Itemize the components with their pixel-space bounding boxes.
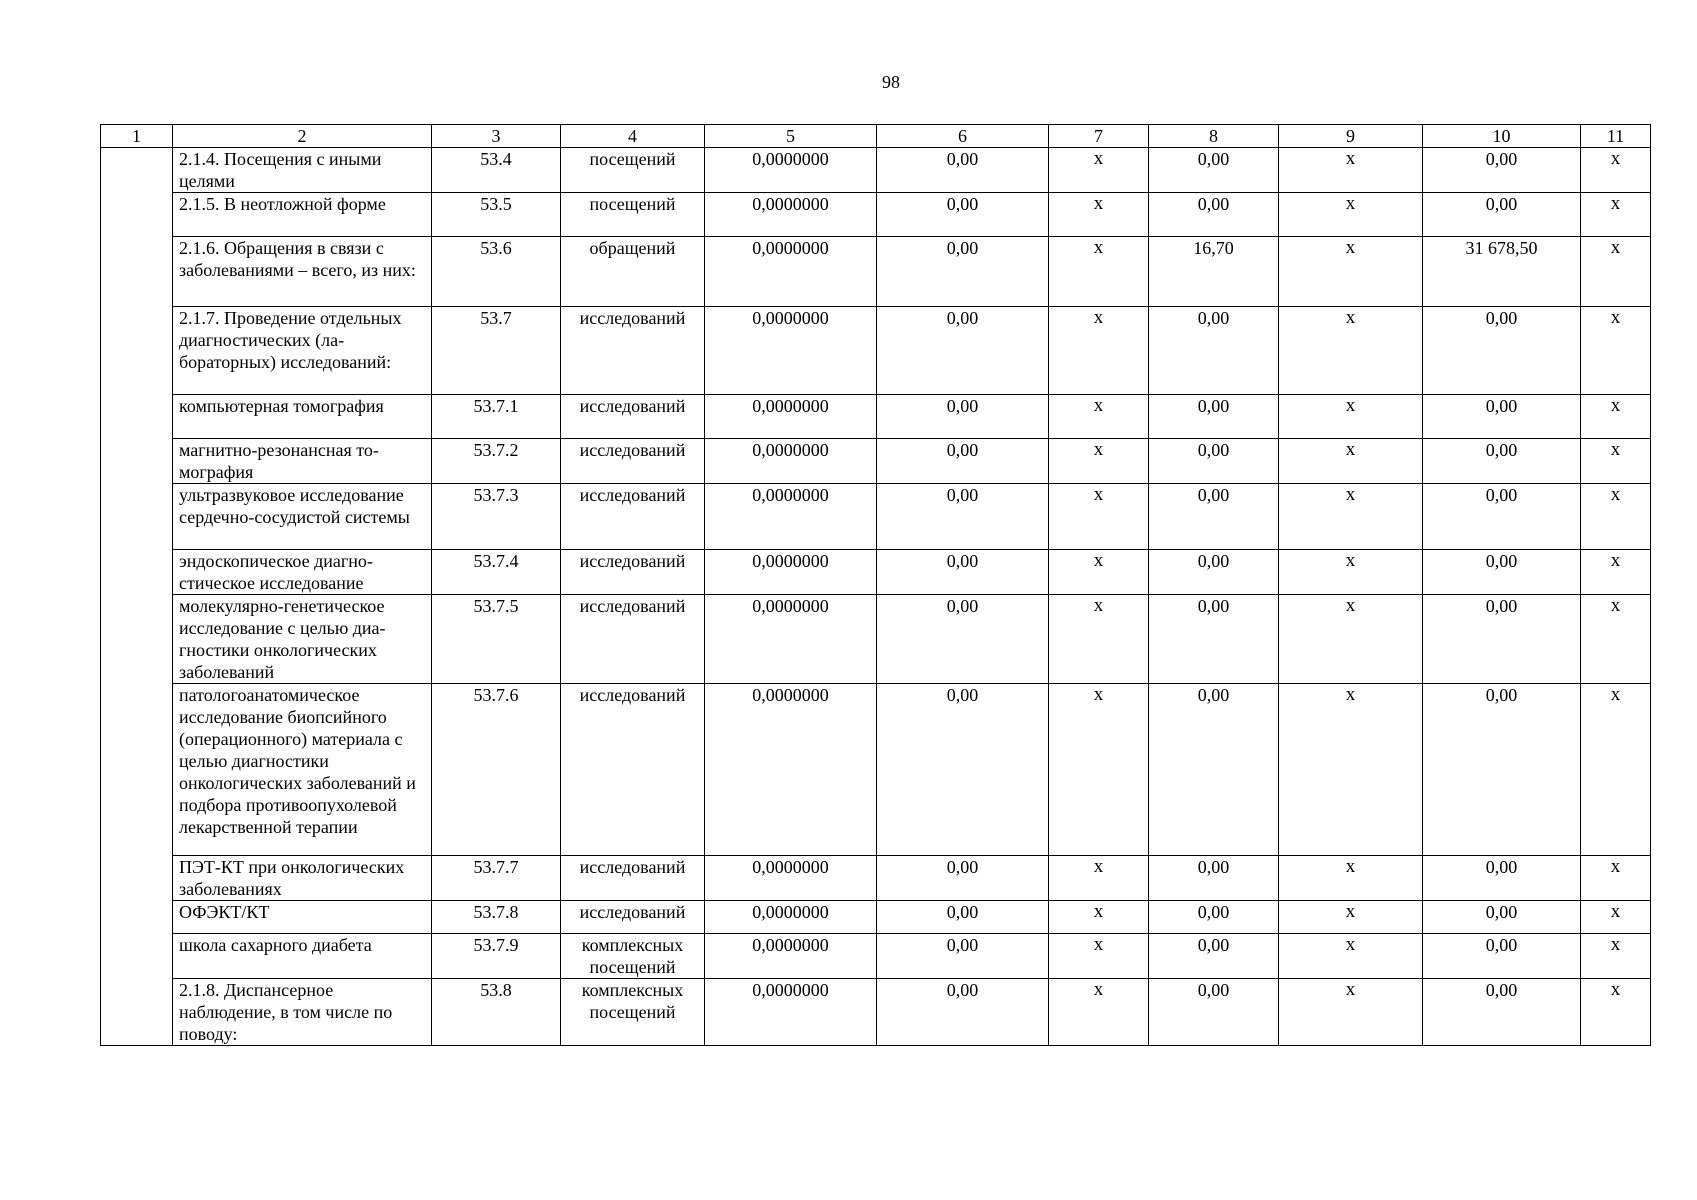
value-cell: 0,0000000 [705, 484, 877, 550]
page-number: 98 [882, 72, 900, 92]
value-cell: 0,00 [877, 934, 1049, 979]
row-name-cell: 2.1.5. В неотложной форме [173, 193, 432, 237]
value-cell: 0,00 [877, 550, 1049, 595]
value-cell: 0,00 [1149, 684, 1279, 856]
row-code-cell: 53.8 [432, 979, 561, 1046]
value-cell: 0,00 [1149, 856, 1279, 901]
x-mark-cell: х [1581, 307, 1651, 395]
x-mark-cell: х [1279, 856, 1423, 901]
x-mark-cell: х [1581, 395, 1651, 439]
table-row [101, 439, 1651, 484]
value-cell: 0,00 [877, 856, 1049, 901]
x-mark-cell: х [1581, 595, 1651, 684]
data-table [100, 124, 1651, 1046]
row-name-cell: 2.1.7. Проведение отдельных диагностических (лабораторных) исследований: [173, 307, 432, 395]
x-mark-cell: х [1279, 395, 1423, 439]
value-cell: 0,00 [1149, 439, 1279, 484]
column-header: 3 [432, 125, 561, 148]
x-mark-cell: х [1279, 901, 1423, 934]
value-cell: 0,00 [1423, 979, 1581, 1046]
value-cell: 0,00 [1149, 193, 1279, 237]
row-unit-cell: исследований [561, 856, 705, 901]
x-mark-cell: х [1049, 484, 1149, 550]
x-mark-cell: х [1279, 934, 1423, 979]
value-cell: 0,0000000 [705, 148, 877, 193]
row-code-cell: 53.7.4 [432, 550, 561, 595]
x-mark-cell: х [1279, 595, 1423, 684]
row-name-cell: 2.1.8. Диспансерное наблюдение, в том числе по поводу: [173, 979, 432, 1046]
x-mark-cell: х [1279, 684, 1423, 856]
x-mark-cell: х [1581, 439, 1651, 484]
row-unit-cell: исследований [561, 595, 705, 684]
value-cell: 0,00 [1423, 148, 1581, 193]
row-code-cell: 53.7.6 [432, 684, 561, 856]
value-cell: 0,0000000 [705, 595, 877, 684]
column-header: 5 [705, 125, 877, 148]
value-cell: 0,00 [877, 901, 1049, 934]
value-cell: 31 678,50 [1423, 237, 1581, 307]
value-cell: 0,00 [1423, 395, 1581, 439]
table-row [101, 684, 1651, 856]
x-mark-cell: х [1049, 439, 1149, 484]
x-mark-cell: х [1049, 193, 1149, 237]
row-name-cell: 2.1.4. Посещения с иными целями [173, 148, 432, 193]
x-mark-cell: х [1279, 484, 1423, 550]
value-cell: 0,0000000 [705, 934, 877, 979]
x-mark-cell: х [1279, 237, 1423, 307]
value-cell: 0,00 [1149, 979, 1279, 1046]
row-name-cell: эндоскопическое диагностическое исследование [173, 550, 432, 595]
row-unit-cell: исследований [561, 684, 705, 856]
table-row [101, 484, 1651, 550]
value-cell: 0,0000000 [705, 684, 877, 856]
column-header: 1 [101, 125, 173, 148]
row-unit-cell: комплексных посещений [561, 979, 705, 1046]
row-unit-cell: посещений [561, 193, 705, 237]
row-unit-cell: исследований [561, 395, 705, 439]
row-name-cell: ультразвуковое исследование сердечно-сосудистой системы [173, 484, 432, 550]
x-mark-cell: х [1581, 148, 1651, 193]
row-unit-cell: комплексных посещений [561, 934, 705, 979]
column-header: 8 [1149, 125, 1279, 148]
x-mark-cell: х [1581, 193, 1651, 237]
value-cell: 0,00 [1423, 856, 1581, 901]
value-cell: 0,0000000 [705, 856, 877, 901]
value-cell: 0,00 [1423, 193, 1581, 237]
x-mark-cell: х [1279, 439, 1423, 484]
x-mark-cell: х [1049, 901, 1149, 934]
row-code-cell: 53.6 [432, 237, 561, 307]
value-cell: 0,00 [1149, 307, 1279, 395]
value-cell: 0,00 [1423, 307, 1581, 395]
x-mark-cell: х [1581, 934, 1651, 979]
row-code-cell: 53.7.5 [432, 595, 561, 684]
x-mark-cell: х [1279, 550, 1423, 595]
row-unit-cell: обращений [561, 237, 705, 307]
row-name-cell: патологоанатомическое исследование биопсийного (операционного) материала с целью диагностики онкологических заболеваний и подбора противоопухолевой лекарственной терапии [173, 684, 432, 856]
table-row [101, 148, 1651, 193]
table-row [101, 595, 1651, 684]
row-name-cell: молекулярно-генетическое исследование с целью диагностики онкологических заболеваний [173, 595, 432, 684]
x-mark-cell: х [1049, 550, 1149, 595]
x-mark-cell: х [1049, 979, 1149, 1046]
value-cell: 0,00 [1149, 550, 1279, 595]
table-row [101, 901, 1651, 934]
value-cell: 16,70 [1149, 237, 1279, 307]
value-cell: 0,00 [877, 979, 1049, 1046]
x-mark-cell: х [1049, 934, 1149, 979]
row-unit-cell: исследований [561, 307, 705, 395]
value-cell: 0,00 [1423, 595, 1581, 684]
value-cell: 0,00 [1149, 484, 1279, 550]
row-unit-cell: посещений [561, 148, 705, 193]
row-unit-cell: исследований [561, 439, 705, 484]
value-cell: 0,0000000 [705, 439, 877, 484]
value-cell: 0,00 [1423, 684, 1581, 856]
value-cell: 0,00 [1149, 148, 1279, 193]
value-cell: 0,00 [1423, 484, 1581, 550]
value-cell: 0,0000000 [705, 237, 877, 307]
value-cell: 0,00 [877, 193, 1049, 237]
row-code-cell: 53.7.2 [432, 439, 561, 484]
column-header: 4 [561, 125, 705, 148]
x-mark-cell: х [1049, 395, 1149, 439]
value-cell: 0,00 [1149, 395, 1279, 439]
x-mark-cell: х [1279, 193, 1423, 237]
row-name-cell: ПЭТ-КТ при онкологических заболеваниях [173, 856, 432, 901]
row-code-cell: 53.7.1 [432, 395, 561, 439]
row-code-cell: 53.7.3 [432, 484, 561, 550]
value-cell: 0,00 [1149, 595, 1279, 684]
value-cell: 0,0000000 [705, 307, 877, 395]
x-mark-cell: х [1049, 148, 1149, 193]
value-cell: 0,0000000 [705, 901, 877, 934]
x-mark-cell: х [1581, 856, 1651, 901]
value-cell: 0,00 [1423, 934, 1581, 979]
row-code-cell: 53.7.7 [432, 856, 561, 901]
column-header: 7 [1049, 125, 1149, 148]
table-row [101, 193, 1651, 237]
x-mark-cell: х [1049, 856, 1149, 901]
column-header: 10 [1423, 125, 1581, 148]
x-mark-cell: х [1581, 484, 1651, 550]
column-header: 9 [1279, 125, 1423, 148]
row-name-cell: 2.1.6. Обращения в связи с заболеваниями – всего, из них: [173, 237, 432, 307]
value-cell: 0,00 [877, 439, 1049, 484]
row-name-cell: школа сахарного диабета [173, 934, 432, 979]
value-cell: 0,00 [877, 148, 1049, 193]
row-name-cell: магнитно-резонансная томография [173, 439, 432, 484]
table-row [101, 856, 1651, 901]
x-mark-cell: х [1581, 237, 1651, 307]
row-unit-cell: исследований [561, 484, 705, 550]
value-cell: 0,0000000 [705, 550, 877, 595]
column-header: 2 [173, 125, 432, 148]
row-name-cell: компьютерная томография [173, 395, 432, 439]
x-mark-cell: х [1279, 979, 1423, 1046]
value-cell: 0,00 [1149, 901, 1279, 934]
row-code-cell: 53.7.9 [432, 934, 561, 979]
value-cell: 0,0000000 [705, 395, 877, 439]
table-row [101, 395, 1651, 439]
x-mark-cell: х [1581, 550, 1651, 595]
value-cell: 0,00 [877, 595, 1049, 684]
row-code-cell: 53.7.8 [432, 901, 561, 934]
x-mark-cell: х [1049, 595, 1149, 684]
row-unit-cell: исследований [561, 901, 705, 934]
value-cell: 0,00 [1423, 550, 1581, 595]
x-mark-cell: х [1279, 148, 1423, 193]
row-unit-cell: исследований [561, 550, 705, 595]
table-row [101, 934, 1651, 979]
x-mark-cell: х [1049, 237, 1149, 307]
value-cell: 0,00 [1149, 934, 1279, 979]
row-code-cell: 53.7 [432, 307, 561, 395]
value-cell: 0,00 [877, 684, 1049, 856]
value-cell: 0,0000000 [705, 193, 877, 237]
x-mark-cell: х [1581, 901, 1651, 934]
value-cell: 0,0000000 [705, 979, 877, 1046]
table-row [101, 550, 1651, 595]
value-cell: 0,00 [877, 307, 1049, 395]
value-cell: 0,00 [877, 237, 1049, 307]
x-mark-cell: х [1049, 307, 1149, 395]
table-row [101, 979, 1651, 1046]
row-name-cell: ОФЭКТ/КТ [173, 901, 432, 934]
column-header: 11 [1581, 125, 1651, 148]
x-mark-cell: х [1581, 684, 1651, 856]
value-cell: 0,00 [1423, 439, 1581, 484]
value-cell: 0,00 [1423, 901, 1581, 934]
column-header: 6 [877, 125, 1049, 148]
table-row [101, 237, 1651, 307]
x-mark-cell: х [1581, 979, 1651, 1046]
table-row [101, 307, 1651, 395]
row-number-cell [101, 148, 173, 1046]
row-code-cell: 53.4 [432, 148, 561, 193]
value-cell: 0,00 [877, 484, 1049, 550]
column-number-row [101, 125, 1651, 148]
value-cell: 0,00 [877, 395, 1049, 439]
row-code-cell: 53.5 [432, 193, 561, 237]
x-mark-cell: х [1279, 307, 1423, 395]
x-mark-cell: х [1049, 684, 1149, 856]
